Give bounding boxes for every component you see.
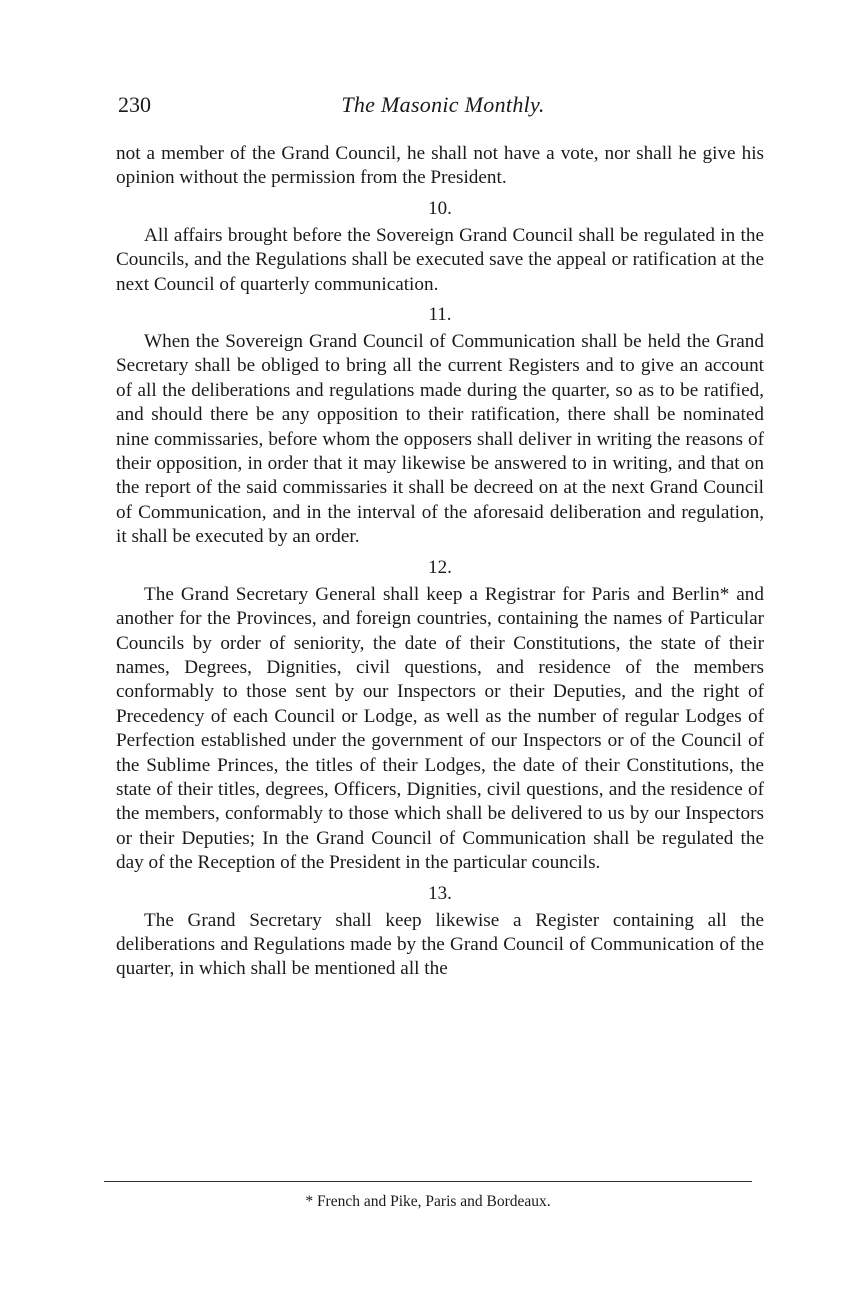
article-number-13: 13.: [428, 882, 452, 904]
footnote-rule: [104, 1181, 752, 1182]
article-12-text: The Grand Secretary General shall keep a Registrar for Paris and Berlin* and another for the Provinces, and foreign countries, containing the names of Particular Councils by order of seniority, the date of their Constitutions, the state of their names, Degrees, Dignities, civil questions, and residence of the members conformably to those sent by our Inspectors or their Deputies, and the right of Precedency of each Council or Lodge, as well as the number of regular Lodges of Perfection established under the government of our Inspectors or of the Council of the Sublime Princes, the titles of their Lodges, the date of their Constitutions, the state of their titles, degrees, Officers, Dignities, civil questions, and the residence of the members, conformably to those which shall be delivered to us by our Inspectors or their Deputies; In the Grand Council of Communication shall be regulated the day of the Reception of the President in the particular councils.: [116, 583, 764, 874]
article-10-text: All affairs brought before the Sovereign Grand Council shall be regulated in the Councils, and the Regulations shall be executed save the appeal or ratification at the next Council of quarterly communication.: [116, 224, 764, 295]
page-number: 230: [118, 92, 151, 117]
body-text: [116, 142, 764, 982]
page-header: [118, 92, 768, 126]
article-number-11: 11.: [428, 304, 452, 326]
article-11-text: When the Sovereign Grand Council of Communication shall be held the Grand Secretary shall be obliged to bring all the current Registers and to give an account of all the deliberations and regulations made during the quarter, so as to be ratified, and should there be any opposition to their ratification, there shall be nominated nine commissaries, before whom the opposers shall deliver in writing the reasons of their opposition, in order that it may likewise be answered to in writing, and that on the report of the said commissaries it shall be decreed on at the next Grand Council of Communication, and in the interval of the aforesaid deliberation and regulation, it shall be executed by an order.: [116, 331, 764, 548]
paragraph-continued: not a member of the Grand Council, he shall not have a vote, nor shall he give his opinion without the permission from the President.: [116, 143, 764, 189]
article-number-12: 12.: [428, 556, 452, 578]
article-13-text: The Grand Secretary shall keep likewise a Register containing all the deliberations and Regulations made by the Grand Council of Communication of the quarter, in which shall be mentioned all the: [116, 909, 764, 980]
footnote: * French and Pike, Paris and Bordeaux.: [305, 1193, 551, 1210]
running-title: The Masonic Monthly.: [341, 92, 545, 117]
article-number-10: 10.: [428, 197, 452, 219]
